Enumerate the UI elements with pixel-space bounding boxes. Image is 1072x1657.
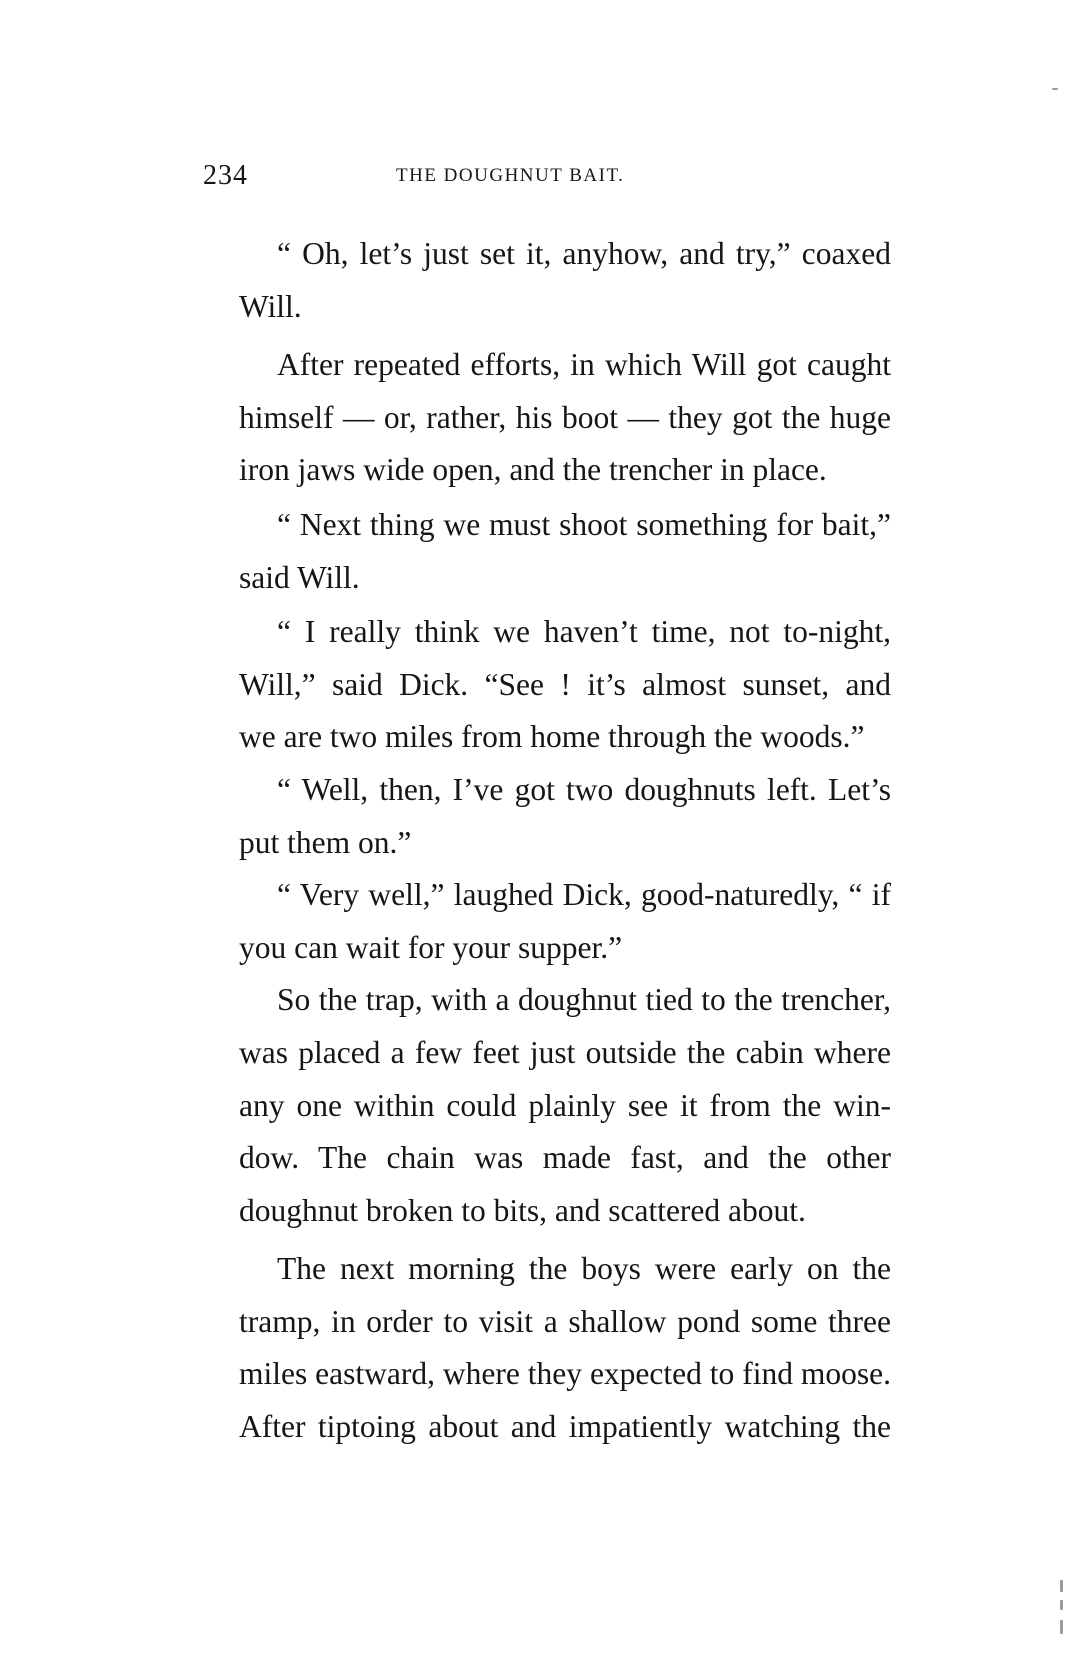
paragraph-4 bbox=[201, 606, 891, 764]
paragraph-7 bbox=[201, 974, 891, 1237]
text-line: “ Well, then, I’ve got two doughnuts left. Let’s bbox=[277, 771, 891, 807]
text-line: After repeated efforts, in which Will got caught bbox=[277, 347, 891, 383]
text-line: “ I really think we haven’t time, not to-night, bbox=[277, 614, 891, 650]
text-line: any one within could plainly see it from the win- bbox=[239, 1087, 891, 1123]
text-line: you can wait for your supper.” bbox=[239, 929, 623, 965]
text-line: Will,” said Dick. “See ! it’s almost sunset, and bbox=[239, 666, 891, 702]
text-line: dow. The chain was made fast, and the other bbox=[239, 1140, 891, 1176]
text-line: we are two miles from home through the woods.” bbox=[239, 719, 865, 755]
text-line: said Will. bbox=[239, 559, 360, 595]
text-line: “ Next thing we must shoot something for bait,” bbox=[277, 506, 891, 542]
page-number: 234 bbox=[203, 160, 248, 191]
paragraph-1 bbox=[201, 228, 891, 333]
text-line: iron jaws wide open, and the trencher in place. bbox=[239, 452, 827, 488]
paragraph-5 bbox=[201, 764, 891, 869]
text-line: The next morning the boys were early on the bbox=[277, 1251, 891, 1287]
scan-speck bbox=[1052, 88, 1058, 90]
scan-speck bbox=[1060, 1620, 1063, 1634]
text-line: was placed a few feet just outside the cabin where bbox=[239, 1034, 891, 1070]
paragraph-6 bbox=[201, 869, 891, 974]
paragraph-8 bbox=[201, 1243, 891, 1453]
paragraph-3 bbox=[201, 499, 891, 604]
text-line: doughnut broken to bits, and scattered about. bbox=[239, 1192, 806, 1228]
text-line: put them on.” bbox=[239, 824, 412, 860]
running-title: THE DOUGHNUT BAIT. bbox=[396, 165, 625, 186]
scan-speck bbox=[1060, 1580, 1063, 1592]
body-text bbox=[201, 228, 891, 1454]
text-line: “ Oh, let’s just set it, anyhow, and try,” coaxed bbox=[277, 236, 891, 271]
scan-speck bbox=[1060, 1600, 1063, 1610]
text-line: tramp, in order to visit a shallow pond some three bbox=[239, 1303, 891, 1339]
text-line: himself — or, rather, his boot — they got the huge bbox=[239, 399, 891, 435]
running-head bbox=[203, 160, 893, 200]
text-line: “ Very well,” laughed Dick, good-naturedly, “ if bbox=[277, 877, 891, 913]
text-line: miles eastward, where they expected to find moose. bbox=[239, 1356, 891, 1392]
paragraph-2 bbox=[201, 339, 891, 497]
text-line: Will. bbox=[239, 288, 302, 324]
text-line: So the trap, with a doughnut tied to the trencher, bbox=[277, 982, 891, 1018]
text-line: After tiptoing about and impatiently watching the bbox=[239, 1409, 891, 1445]
